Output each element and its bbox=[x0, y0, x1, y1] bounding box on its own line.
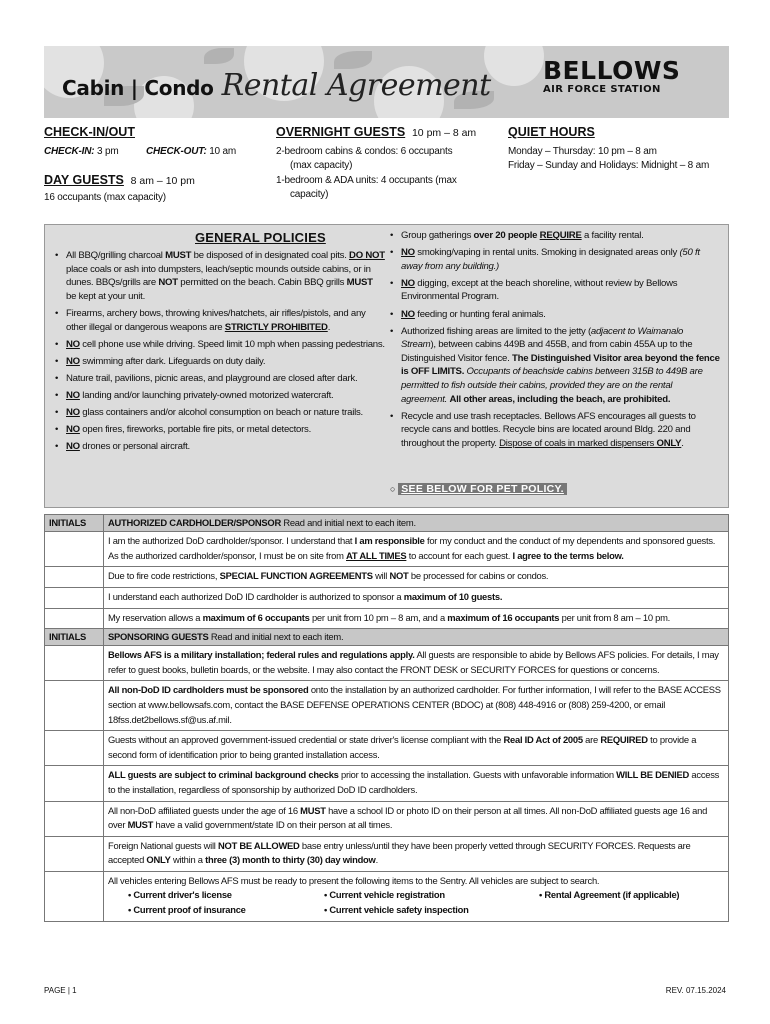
pet-policy-link[interactable]: SEE BELOW FOR PET POLICY. bbox=[398, 483, 567, 495]
guest-item-foreign-nationals: Foreign National guests will NOT BE ALLOWED base entry unless/until they have been properly vetted through SECURITY FORCES. Requests are accepted ONLY within a three (3) month to thirty (30) day window. bbox=[104, 836, 729, 871]
checkin-label: CHECK-IN: bbox=[44, 145, 95, 157]
guest-item-vehicles: All vehicles entering Bellows AFS must be ready to present the following items to the Sentry. All vehicles are subject to search. • Current driver's license • Current vehicle registration • Rental Agreement (if applicable) • Current proof of insurance • Current vehicle safety inspection bbox=[104, 871, 729, 921]
sponsor-section-instruction: Read and initial next to each item. bbox=[283, 517, 416, 528]
policy-watercraft: • NO landing and/or launching privately-owned motorized watercraft. bbox=[55, 389, 385, 403]
bellows-logo bbox=[543, 58, 713, 96]
policy-drones: • NO drones or personal aircraft. bbox=[55, 440, 385, 454]
day-guests-heading: DAY GUESTS bbox=[44, 172, 124, 187]
policies-right-list bbox=[390, 229, 720, 454]
overnight-line1: 2-bedroom cabins & condos: 6 occupants bbox=[276, 145, 453, 157]
list-item: • Current vehicle registration bbox=[324, 889, 445, 901]
policy-swimming: • NO swimming after dark. Lifeguards on duty daily. bbox=[55, 355, 385, 369]
initials-field[interactable] bbox=[45, 766, 104, 801]
initials-field[interactable] bbox=[45, 836, 104, 871]
sponsor-section-header bbox=[45, 515, 729, 532]
list-item: • Current vehicle safety inspection bbox=[324, 904, 469, 915]
policy-weapons: • Firearms, archery bows, throwing knives/hatchets, air rifles/pistols, and any other illegal or dangerous weapons are STRICTLY PROHIBITED. bbox=[55, 307, 385, 334]
overnight-line2b: capacity) bbox=[290, 189, 329, 201]
guest-item-real-id: Guests without an approved government-issued credential or state driver's license compliant with the Real ID Act of 2005 are REQUIRED to provide a second form of identification prior to being granted installation access. bbox=[104, 731, 729, 766]
checkin-time: 3 pm bbox=[97, 145, 119, 157]
sponsor-section-title: AUTHORIZED CARDHOLDER/SPONSOR bbox=[108, 517, 281, 528]
quiet-hours-heading: QUIET HOURS bbox=[508, 125, 595, 139]
table-row bbox=[45, 567, 729, 588]
list-item: • Rental Agreement (if applicable) bbox=[539, 889, 680, 901]
policy-cell-phone: • NO cell phone use while driving. Speed limit 10 mph when passing pedestrians. bbox=[55, 338, 385, 352]
table-row bbox=[45, 681, 729, 731]
initials-field[interactable] bbox=[45, 646, 104, 681]
list-item: • Current driver's license bbox=[128, 889, 232, 901]
sponsor-item-special-function: Due to fire code restrictions, SPECIAL FUNCTION AGREEMENTS will NOT be processed for cabins or condos. bbox=[104, 567, 729, 588]
table-row bbox=[45, 801, 729, 836]
table-row bbox=[45, 608, 729, 629]
initials-field[interactable] bbox=[45, 532, 104, 567]
initials-field[interactable] bbox=[45, 731, 104, 766]
general-policies-title: GENERAL POLICIES bbox=[195, 230, 326, 245]
list-item: • Current proof of insurance bbox=[128, 904, 246, 915]
policy-smoking: • NO smoking/vaping in rental units. Smoking in designated areas only (50 ft away from any building.) bbox=[390, 246, 720, 273]
guest-item-id-requirements: All non-DoD affiliated guests under the age of 16 MUST have a school ID or photo ID on their person at all times. All non-DoD affiliated guests age 16 and over MUST have a valid government/state ID on their person at all times. bbox=[104, 801, 729, 836]
guest-item-sponsorship: All non-DoD ID cardholders must be sponsored onto the installation by an authorized cardholder. For further information, I will refer to the BASE ACCESS section at www.bellowsafs.com, contact the BASE DEFENSE OPERATIONS CENTER (BDOC) at (808) 448-4916 or (808) 259-4200, or email 18fss.det2bellows.sf@us.af.mil. bbox=[104, 681, 729, 731]
logo-subtitle: AIR FORCE STATION bbox=[543, 84, 661, 95]
quiet-hours-line1: Monday – Thursday: 10 pm – 8 am bbox=[508, 145, 657, 157]
guest-item-military-installation: Bellows AFS is a military installation; federal rules and regulations apply. All guests are responsible to abide by Bellows AFS policies. For details, I may refer to guest books, bulletin boards, or the website. I may also contact the FRONT DESK or SECURITY FORCES for questions or concerns. bbox=[104, 646, 729, 681]
quiet-hours-line2: Friday – Sunday and Holidays: Midnight – 8 am bbox=[508, 160, 710, 171]
table-row bbox=[45, 871, 729, 921]
general-policies-box bbox=[44, 224, 729, 508]
initials-field[interactable] bbox=[45, 871, 104, 921]
policy-nature-trail: • Nature trail, pavilions, picnic areas, and playground are closed after dark. bbox=[55, 372, 385, 386]
table-row bbox=[45, 731, 729, 766]
quiet-hours-section bbox=[508, 124, 738, 174]
page-number: PAGE | 1 bbox=[44, 986, 77, 995]
guests-section-header bbox=[45, 629, 729, 646]
day-guests-time: 8 am – 10 pm bbox=[130, 174, 195, 187]
initials-column-header: INITIALS bbox=[45, 515, 104, 532]
guests-section-title: SPONSORING GUESTS bbox=[108, 631, 209, 643]
day-guests-text: 16 occupants (max capacity) bbox=[44, 191, 166, 203]
policy-recycle: • Recycle and use trash receptacles. Bellows AFS encourages all guests to recycle cans and bottles. Recycle bins are located around Bldg. 220 and throughout the property. Dispose of coals in marked dispensers ONLY. bbox=[390, 410, 720, 451]
overnight-section bbox=[276, 124, 496, 203]
pet-policy-note: ○ SEE BELOW FOR PET POLICY. bbox=[390, 483, 567, 497]
policies-left-list bbox=[55, 249, 385, 457]
logo-name: BELLOWS bbox=[543, 56, 681, 85]
policy-fires: • NO open fires, fireworks, portable fire pits, or metal detectors. bbox=[55, 423, 385, 437]
overnight-line1b: (max capacity) bbox=[290, 160, 353, 172]
table-row bbox=[45, 836, 729, 871]
initials-field[interactable] bbox=[45, 801, 104, 836]
checkin-heading: CHECK-IN/OUT bbox=[44, 125, 135, 139]
header-banner bbox=[44, 46, 729, 118]
revision-date: REV. 07.15.2024 bbox=[665, 986, 726, 995]
policy-group-gatherings: • Group gatherings over 20 people REQUIRE a facility rental. bbox=[390, 229, 720, 243]
guests-section-instruction: Read and initial next to each item. bbox=[210, 631, 344, 643]
sponsor-item-responsibility: I am the authorized DoD cardholder/sponsor. I understand that I am responsible for my conduct and the conduct of my dependents and sponsored guests. As the authorized cardholder/sponsor, I must be on site from AT ALL TIMES to account for each guest. I agree to the terms below. bbox=[104, 532, 729, 567]
document-title bbox=[62, 66, 491, 106]
guest-item-background-check: ALL guests are subject to criminal background checks prior to accessing the installation. Guests with unfavorable information WILL BE DENIED access to the installation, regardless of sponsorship by authorized DoD ID cardholders. bbox=[104, 766, 729, 801]
overnight-heading: OVERNIGHT GUESTS bbox=[276, 125, 406, 139]
table-row bbox=[45, 766, 729, 801]
checkout-label: CHECK-OUT: bbox=[146, 145, 207, 157]
title-cabin-condo: Cabin | Condo bbox=[62, 76, 214, 100]
sponsor-item-occupancy: My reservation allows a maximum of 6 occupants per unit from 10 pm – 8 am, and a maximum of 16 occupants per unit from 8 am – 10 pm. bbox=[104, 608, 729, 629]
initials-field[interactable] bbox=[45, 587, 104, 608]
initials-field[interactable] bbox=[45, 608, 104, 629]
policy-digging: • NO digging, except at the beach shoreline, without review by Bellows Environmental Program. bbox=[390, 277, 720, 304]
initials-field[interactable] bbox=[45, 567, 104, 588]
initials-column-header: INITIALS bbox=[45, 629, 104, 646]
policy-glass-alcohol: • NO glass containers and/or alcohol consumption on beach or nature trails. bbox=[55, 406, 385, 420]
title-rental-agreement: Rental Agreement bbox=[221, 68, 491, 103]
initials-field[interactable] bbox=[45, 681, 104, 731]
overnight-time: 10 pm – 8 am bbox=[411, 127, 477, 139]
overnight-line2: 1-bedroom & ADA units: 4 occupants (max bbox=[276, 174, 457, 186]
policy-fishing: • Authorized fishing areas are limited to the jetty (adjacent to Waimanalo Stream), between cabins 449B and 455B, and from cabin 455A up to the Distinguished Visitor fence. The Distinguished Visitor area beyond the fence is OFF LIMITS. Occupants of beachside cabins between 315B to 449B are permitted to fish outside their cabins, provided they are on the rental agreement. All other areas, including the beach, are prohibited. bbox=[390, 325, 720, 407]
initials-table bbox=[44, 514, 729, 922]
table-row bbox=[45, 587, 729, 608]
policy-feeding: • NO feeding or hunting feral animals. bbox=[390, 308, 720, 322]
table-row bbox=[45, 646, 729, 681]
policy-bbq: • All BBQ/grilling charcoal MUST be disposed of in designated coal pits. DO NOT place coals or ash into dumpsters, leach/septic mounds outside cabins, or in dunes. BBQs/grills are NOT permitted on the beach. Cabin BBQ grills MUST be kept at your unit. bbox=[55, 249, 385, 303]
checkout-time: 10 am bbox=[209, 145, 236, 157]
sponsor-item-max-guests: I understand each authorized DoD ID cardholder is authorized to sponsor a maximum of 10 guests. bbox=[104, 587, 729, 608]
checkin-section bbox=[44, 124, 264, 204]
table-row bbox=[45, 532, 729, 567]
vehicle-requirements-list bbox=[128, 888, 724, 917]
